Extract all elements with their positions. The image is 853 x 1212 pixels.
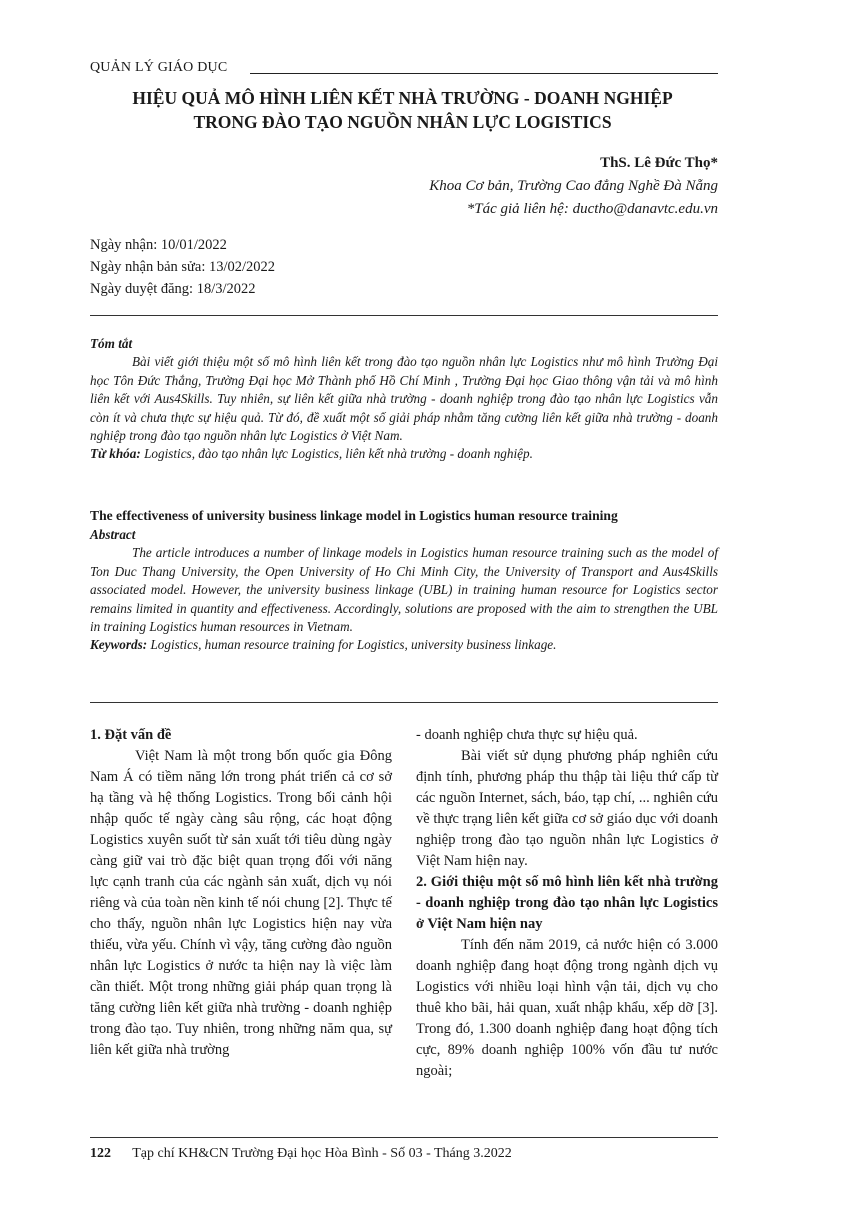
section-1-paragraph-2: Bài viết sử dụng phương pháp nghiên cứu định tính, phương pháp thu thập tài liệu thứ cấp từ các nguồn Internet, sách, báo, tạp chí, ... nghiên cứu về thực trạng liên kết giữa cơ sở giáo dục với doanh nghiệp trong đào tạo nguồn nhân lực Logistics ở Việt Nam hiện nay. [416, 748, 718, 869]
section-1-paragraph-1: Việt Nam là một trong bốn quốc gia Đông Nam Á có tiềm năng lớn trong phát triển cả cơ sở hạ tầng và hệ thống Logistics. Trong bối cảnh hội nhập quốc tế ngày càng sâu rộng, các hoạt động Logistics xuyên suốt từ sản xuất tới tiêu dùng ngày càng giữ vai trò đặc biệt quan trọng đối với năng lực cạnh tranh của các ngành sản xuất, dịch vụ nói riêng và của toàn nền kinh tế nói chung [2]. Thực tế cho thấy, nguồn nhân lực Logistics hiện nay vừa thiếu, vừa yếu. Chính vì vậy, tăng cường đào nguồn nhân lực Logistics ở nước ta hiện nay là việc làm cần thiết. Một trong những giải pháp quan trọng là tăng cường liên kết giữa nhà trường - doanh nghiệp trong đào tạo. Tuy nhiên, trong những năm qua, sự liên kết giữa nhà trường [90, 748, 392, 1058]
vi-keywords-label: Từ khóa: [90, 446, 141, 462]
en-abstract-text: The article introduces a number of linkage models in Logistics human resource training such as the model of Ton Duc Thang University, the Open University of Ho Chi Minh City, the University of Transport and Aus4Skills associated model. However, the university business linkage (UBL) in training human resource for Logistics sector remains limited in quantity and effectiveness. Accordingly, solutions are proposed with the aim to strengthen the UBL in training Logistics human resources in Vietnam. [90, 545, 718, 635]
vi-abstract-heading: Tóm tắt [90, 336, 133, 351]
author-affiliation: Khoa Cơ bản, Trường Cao đẳng Nghề Đà Nẵng [429, 178, 718, 194]
section-1-paragraph-1-continued: - doanh nghiệp chưa thực sự hiệu quả. [416, 727, 638, 743]
vi-keywords-text: Logistics, đào tạo nhân lực Logistics, liên kết nhà trường - doanh nghiệp. [144, 446, 533, 462]
vi-keywords [90, 445, 718, 463]
divider-footer [90, 1137, 718, 1138]
divider-top [90, 315, 718, 316]
running-header [90, 60, 718, 80]
author-name: ThS. Lê Đức Thọ* [600, 155, 718, 171]
english-abstract [90, 526, 718, 655]
english-title: The effectiveness of university business linkage model in Logistics human resource training [90, 508, 618, 523]
vi-abstract-text: Bài viết giới thiệu một số mô hình liên kết trong đào tạo nguồn nhân lực Logistics như mô hình Trường Đại học Tôn Đức Thắng, Trường Đại học Mở Thành phố Hồ Chí Minh , Trường Đại học Giao thông vận tải và mô hình liên kết với Aus4Skills. Tuy nhiên, sự liên kết giữa nhà trường - doanh nghiệp trong đào tạo nhân lực Logistics vẫn còn ít và chưa thực sự hiệu quả. Từ đó, đề xuất một số giải pháp nhằm tăng cường liên kết giữa nhà trường - doanh nghiệp trong đào tạo nguồn nhân lực Logistics ở Việt Nam. [90, 354, 718, 444]
body-column-left [90, 725, 392, 1061]
header-rule [250, 73, 718, 74]
page-number: 122 [90, 1146, 111, 1161]
section-2-paragraph-1: Tính đến năm 2019, cả nước hiện có 3.000 doanh nghiệp đang hoạt động trong ngành dịch vụ Logistics với nhiều loại hình vận tải, dịch vụ cho thuê kho bãi, hải quan, xuất nhập khẩu, xếp dỡ [3]. Trong đó, 1.300 doanh nghiệp đang hoạt động tích cực, 89% doanh nghiệp 100% vốn đầu tư nước ngoài; [416, 937, 718, 1079]
en-keywords-label: Keywords: [90, 637, 148, 653]
date-accepted: Ngày duyệt đăng: 18/3/2022 [90, 281, 256, 297]
title-line-1: HIỆU QUẢ MÔ HÌNH LIÊN KẾT NHÀ TRƯỜNG - DOANH NGHIỆP [132, 88, 673, 108]
section-2-heading: 2. Giới thiệu một số mô hình liên kết nhà trường - doanh nghiệp trong đào tạo nhân lực Logistics ở Việt Nam hiện nay [416, 874, 718, 932]
section-1-heading: 1. Đặt vấn đề [90, 727, 172, 743]
page-footer [90, 1146, 512, 1162]
en-abstract-heading: Abstract [90, 527, 136, 542]
section-label: QUẢN LÝ GIÁO DỤC [90, 60, 228, 75]
article-title [80, 86, 725, 134]
divider-body [90, 702, 718, 703]
body-column-right [416, 725, 718, 1082]
date-revised: Ngày nhận bản sửa: 13/02/2022 [90, 259, 276, 275]
title-line-2: TRONG ĐÀO TẠO NGUỒN NHÂN LỰC LOGISTICS [193, 112, 612, 132]
vietnamese-abstract [90, 335, 718, 464]
en-keywords [90, 636, 718, 654]
date-received: Ngày nhận: 10/01/2022 [90, 237, 227, 253]
journal-citation: Tạp chí KH&CN Trường Đại học Hòa Bình - Số 03 - Tháng 3.2022 [132, 1146, 512, 1161]
en-keywords-text: Logistics, human resource training for Logistics, university business linkage. [150, 637, 557, 653]
date-block [90, 234, 275, 300]
author-block [429, 152, 718, 221]
author-contact: *Tác giả liên hệ: ductho@danavtc.edu.vn [466, 201, 718, 217]
